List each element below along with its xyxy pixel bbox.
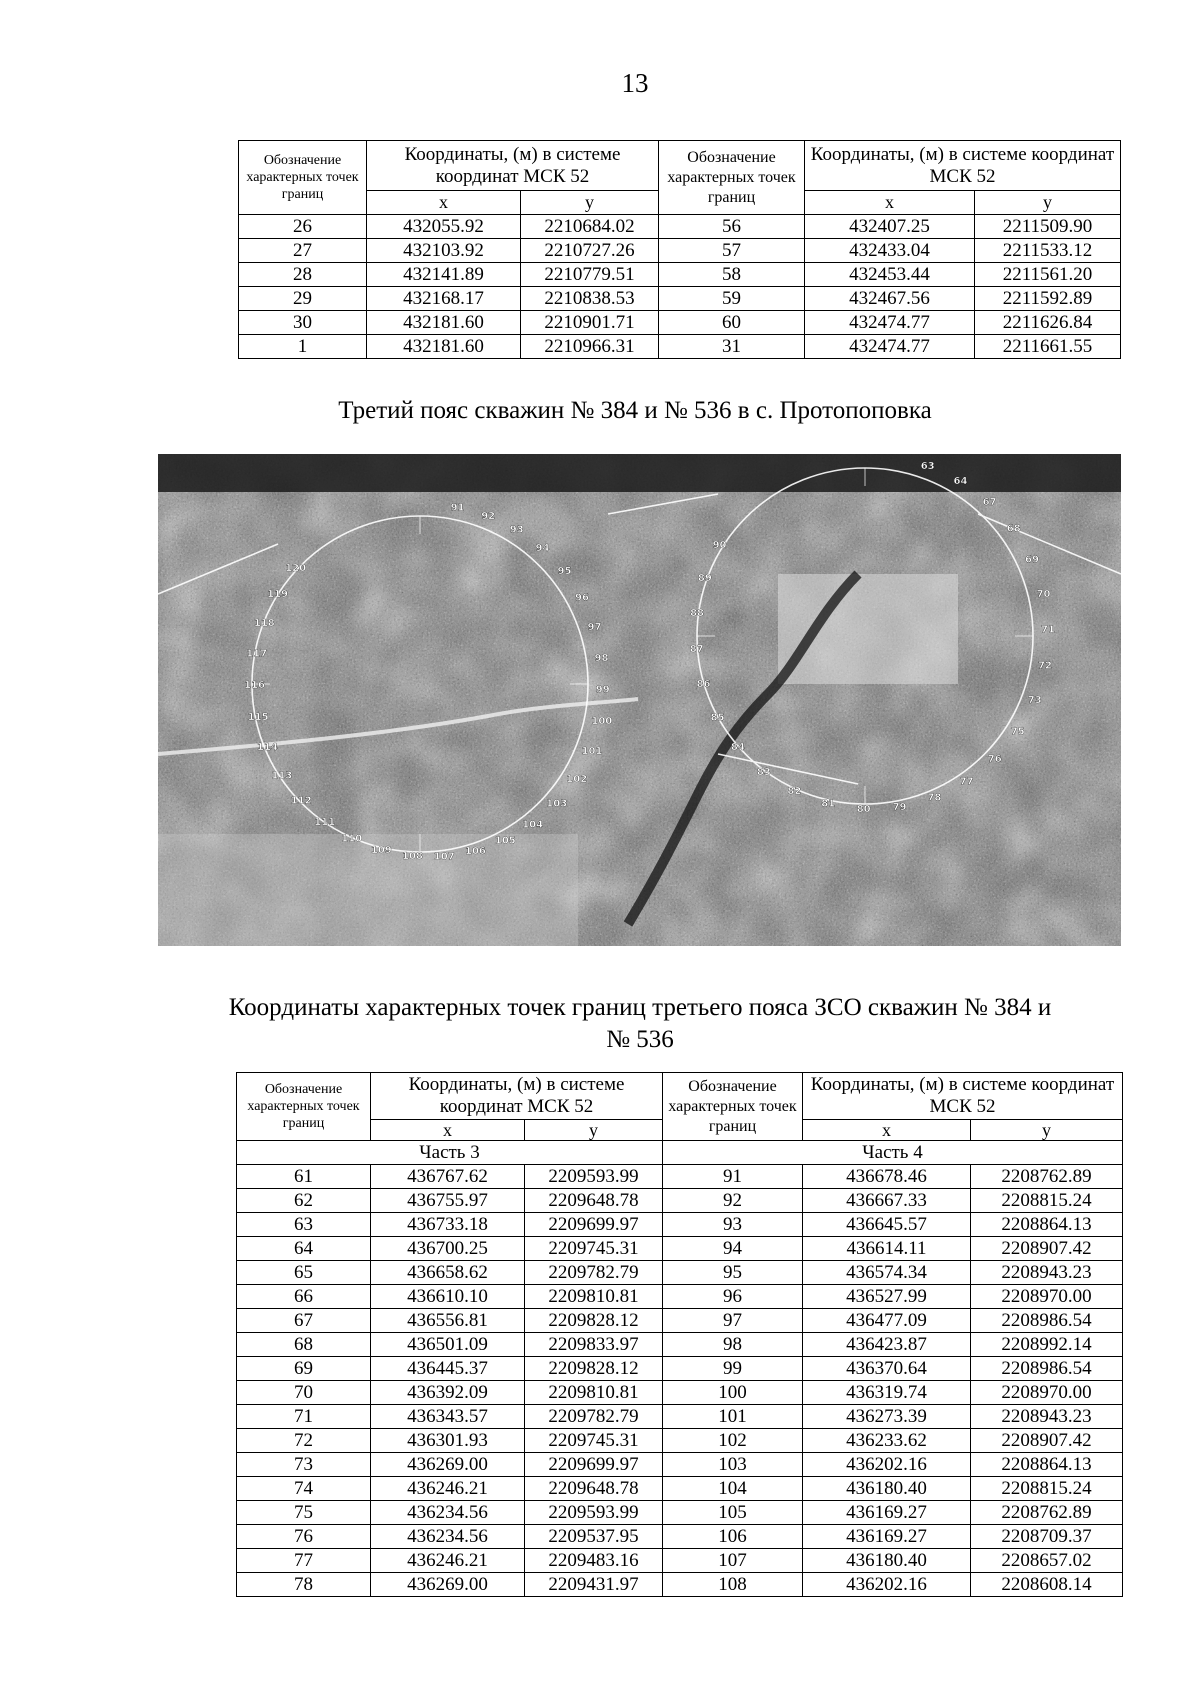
y-value-cell: 2209745.31 [525,1429,663,1453]
x-value-cell: 436645.57 [803,1213,971,1237]
map-point-label: 114 [256,742,278,754]
x-value-cell: 436658.62 [371,1261,525,1285]
point-id-cell: 72 [237,1429,371,1453]
x-value-cell: 436678.46 [803,1165,971,1189]
point-id-cell: 26 [239,215,367,239]
y-value-cell: 2208762.89 [971,1165,1123,1189]
y-value-cell: 2209745.31 [525,1237,663,1261]
map-point-label: 79 [892,801,907,813]
table-row [237,1333,1123,1357]
point-id-cell: 59 [659,287,805,311]
map-point-label: 70 [1036,588,1051,600]
map-point-label: 104 [522,819,544,831]
y-value-cell: 2208970.00 [971,1285,1123,1309]
table-row [237,1501,1123,1525]
header-y: у [525,1120,663,1141]
map-point-label: 102 [566,773,588,785]
x-value-cell: 436180.40 [803,1477,971,1501]
map-svg [158,454,1121,946]
point-id-cell: 78 [237,1573,371,1597]
table-row [237,1237,1123,1261]
header-y: у [971,1120,1123,1141]
point-id-cell: 70 [237,1381,371,1405]
map-point-label: 100 [591,715,613,727]
y-value-cell: 2208943.23 [971,1261,1123,1285]
y-value-cell: 2210727.26 [521,239,659,263]
y-value-cell: 2211592.89 [975,287,1121,311]
map-point-label: 64 [953,475,968,487]
y-value-cell: 2208657.02 [971,1549,1123,1573]
x-value-cell: 436767.62 [371,1165,525,1189]
x-value-cell: 436574.34 [803,1261,971,1285]
x-value-cell: 436556.81 [371,1309,525,1333]
point-id-cell: 103 [663,1453,803,1477]
y-value-cell: 2210684.02 [521,215,659,239]
point-id-cell: 77 [237,1549,371,1573]
x-value-cell: 436169.27 [803,1525,971,1549]
table-row [237,1309,1123,1333]
map-point-label: 118 [253,617,275,629]
header-x: х [367,191,521,215]
map-point-label: 112 [290,795,312,807]
map-point-label: 97 [587,621,602,633]
table-row [237,1285,1123,1309]
map-point-label: 71 [1041,624,1055,636]
map-point-label: 88 [690,608,705,619]
point-id-cell: 94 [663,1237,803,1261]
map-point-label: 75 [1010,726,1025,738]
map-point-label: 93 [509,524,524,536]
x-value-cell: 436733.18 [371,1213,525,1237]
table2-body [237,1073,1123,1597]
y-value-cell: 2211626.84 [975,311,1121,335]
map-point-label: 110 [341,833,363,845]
point-id-cell: 66 [237,1285,371,1309]
table-row [239,263,1121,287]
header-coords-right: Координаты, (м) в системе координат МСК 52 [803,1073,1123,1120]
x-value-cell: 436301.93 [371,1429,525,1453]
part-4-label: Часть 4 [663,1141,1123,1165]
point-id-cell: 97 [663,1309,803,1333]
x-value-cell: 436667.33 [803,1189,971,1213]
map-point-label: 80 [856,803,871,815]
header-y: у [975,191,1121,215]
y-value-cell: 2208970.00 [971,1381,1123,1405]
y-value-cell: 2210838.53 [521,287,659,311]
map-point-label: 73 [1027,694,1042,706]
point-id-cell: 92 [663,1189,803,1213]
point-id-cell: 104 [663,1477,803,1501]
x-value-cell: 432433.04 [805,239,975,263]
point-id-cell: 96 [663,1285,803,1309]
table2-caption [165,992,1115,1056]
x-value-cell: 436700.25 [371,1237,525,1261]
x-value-cell: 432474.77 [805,335,975,359]
point-id-cell: 99 [663,1357,803,1381]
map-point-label: 99 [595,684,610,696]
table1-body [239,141,1121,359]
map-point-label: 119 [267,588,288,600]
point-id-cell: 102 [663,1429,803,1453]
y-value-cell: 2211661.55 [975,335,1121,359]
point-id-cell: 108 [663,1573,803,1597]
point-id-cell: 61 [237,1165,371,1189]
map-point-label: 83 [756,766,771,778]
caption-line-2: № 536 [606,1026,674,1053]
y-value-cell: 2208864.13 [971,1213,1123,1237]
x-value-cell: 432181.60 [367,335,521,359]
header-y: у [521,191,659,215]
map-point-label: 69 [1025,554,1039,566]
y-value-cell: 2209537.95 [525,1525,663,1549]
x-value-cell: 436319.74 [803,1381,971,1405]
y-value-cell: 2211533.12 [975,239,1121,263]
aerial-map-image [158,454,1121,946]
map-point-label: 72 [1038,660,1052,672]
y-value-cell: 2209648.78 [525,1477,663,1501]
point-id-cell: 106 [663,1525,803,1549]
y-value-cell: 2208907.42 [971,1429,1123,1453]
table-row [239,311,1121,335]
header-x: х [371,1120,525,1141]
y-value-cell: 2208608.14 [971,1573,1123,1597]
y-value-cell: 2209699.97 [525,1453,663,1477]
page-number: 13 [621,68,649,98]
x-value-cell: 432168.17 [367,287,521,311]
y-value-cell: 2208992.14 [971,1333,1123,1357]
caption-line-1: Координаты характерных точек границ третьего пояса ЗСО скважин № 384 и [228,994,1052,1021]
point-id-cell: 69 [237,1357,371,1381]
table-row [239,335,1121,359]
x-value-cell: 436614.11 [803,1237,971,1261]
map-point-label: 95 [557,566,572,578]
map-point-label: 103 [546,798,568,810]
point-id-cell: 58 [659,263,805,287]
x-value-cell: 432407.25 [805,215,975,239]
map-point-label: 91 [450,502,465,514]
header-x: х [805,191,975,215]
y-value-cell: 2209593.99 [525,1501,663,1525]
point-id-cell: 100 [663,1381,803,1405]
section-title: Третий пояс скважин № 384 и № 536 в с. Протопоповка [338,397,932,424]
map-point-label: 89 [697,572,712,584]
x-value-cell: 436202.16 [803,1573,971,1597]
map-point-label: 108 [402,851,423,863]
map-point-label: 90 [712,540,727,551]
part-3-label: Часть 3 [237,1141,663,1165]
table-row [237,1261,1123,1285]
x-value-cell: 436610.10 [371,1285,525,1309]
y-value-cell: 2208907.42 [971,1237,1123,1261]
point-id-cell: 28 [239,263,367,287]
map-point-label: 94 [535,543,550,555]
header-point-label: Обозначение характерных точек границ [239,141,367,215]
y-value-cell: 2208986.54 [971,1309,1123,1333]
point-id-cell: 62 [237,1189,371,1213]
y-value-cell: 2208986.54 [971,1357,1123,1381]
point-id-cell: 98 [663,1333,803,1357]
map-point-label: 115 [247,711,269,723]
y-value-cell: 2209699.97 [525,1213,663,1237]
y-value-cell: 2211509.90 [975,215,1121,239]
map-point-label: 106 [465,846,486,858]
point-id-cell: 76 [237,1525,371,1549]
y-value-cell: 2208815.24 [971,1477,1123,1501]
x-value-cell: 436269.00 [371,1573,525,1597]
coordinates-table-2 [236,1072,1123,1597]
table-row [237,1405,1123,1429]
point-id-cell: 65 [237,1261,371,1285]
x-value-cell: 432103.92 [367,239,521,263]
point-id-cell: 75 [237,1501,371,1525]
map-point-label: 101 [581,746,603,757]
map-point-label: 87 [689,643,704,655]
point-id-cell: 74 [237,1477,371,1501]
table-row [237,1213,1123,1237]
y-value-cell: 2209828.12 [525,1309,663,1333]
table-row [239,215,1121,239]
table-row [237,1381,1123,1405]
y-value-cell: 2209833.97 [525,1333,663,1357]
point-id-cell: 67 [237,1309,371,1333]
x-value-cell: 432453.44 [805,263,975,287]
x-value-cell: 436180.40 [803,1549,971,1573]
y-value-cell: 2209828.12 [525,1357,663,1381]
header-point-label: Обозначение характерных точек границ [663,1073,803,1141]
map-point-label: 109 [370,845,392,856]
map-point-label: 84 [730,742,745,753]
x-value-cell: 436527.99 [803,1285,971,1309]
y-value-cell: 2209483.16 [525,1549,663,1573]
point-id-cell: 101 [663,1405,803,1429]
map-point-label: 85 [710,712,725,724]
x-value-cell: 436234.56 [371,1501,525,1525]
x-value-cell: 436370.64 [803,1357,971,1381]
header-coords-left: Координаты, (м) в системе координат МСК 52 [367,141,659,191]
point-id-cell: 56 [659,215,805,239]
map-point-label: 105 [494,835,516,847]
x-value-cell: 436445.37 [371,1357,525,1381]
x-value-cell: 436423.87 [803,1333,971,1357]
table-row [237,1549,1123,1573]
header-point-label: Обозначение характерных точек границ [659,141,805,215]
coordinates-table-1 [238,140,1121,359]
point-id-cell: 29 [239,287,367,311]
y-value-cell: 2210779.51 [521,263,659,287]
x-value-cell: 436501.09 [371,1333,525,1357]
point-id-cell: 91 [663,1165,803,1189]
x-value-cell: 436246.21 [371,1477,525,1501]
map-point-label: 81 [821,798,836,810]
table-row [237,1165,1123,1189]
y-value-cell: 2211561.20 [975,263,1121,287]
point-id-cell: 105 [663,1501,803,1525]
y-value-cell: 2209810.81 [525,1285,663,1309]
table-row [239,239,1121,263]
point-id-cell: 63 [237,1213,371,1237]
table-row [237,1477,1123,1501]
map-point-label: 111 [314,816,336,828]
x-value-cell: 432055.92 [367,215,521,239]
table-row [237,1357,1123,1381]
table-row [237,1573,1123,1597]
header-x: х [803,1120,971,1141]
point-id-cell: 64 [237,1237,371,1261]
table-row [237,1525,1123,1549]
y-value-cell: 2208815.24 [971,1189,1123,1213]
map-point-label: 76 [987,754,1002,766]
x-value-cell: 436234.56 [371,1525,525,1549]
map-point-label: 117 [246,648,268,660]
y-value-cell: 2208864.13 [971,1453,1123,1477]
x-value-cell: 432181.60 [367,311,521,335]
y-value-cell: 2208762.89 [971,1501,1123,1525]
y-value-cell: 2210966.31 [521,335,659,359]
x-value-cell: 436246.21 [371,1549,525,1573]
map-point-label: 116 [244,680,265,692]
table-row [239,287,1121,311]
y-value-cell: 2209782.79 [525,1405,663,1429]
map-point-label: 96 [575,592,589,604]
x-value-cell: 432467.56 [805,287,975,311]
header-point-label: Обозначение характерных точек границ [237,1073,371,1141]
y-value-cell: 2208943.23 [971,1405,1123,1429]
map-point-label: 86 [696,679,711,691]
map-point-label: 98 [594,652,609,664]
x-value-cell: 436169.27 [803,1501,971,1525]
point-id-cell: 71 [237,1405,371,1429]
point-id-cell: 27 [239,239,367,263]
point-id-cell: 31 [659,335,805,359]
point-id-cell: 1 [239,335,367,359]
y-value-cell: 2209593.99 [525,1165,663,1189]
y-value-cell: 2209431.97 [525,1573,663,1597]
y-value-cell: 2210901.71 [521,311,659,335]
map-point-label: 120 [285,562,307,574]
x-value-cell: 436269.00 [371,1453,525,1477]
map-point-label: 107 [433,851,455,863]
point-id-cell: 107 [663,1549,803,1573]
x-value-cell: 436477.09 [803,1309,971,1333]
table-row [237,1429,1123,1453]
point-id-cell: 60 [659,311,805,335]
x-value-cell: 436273.39 [803,1405,971,1429]
x-value-cell: 436343.57 [371,1405,525,1429]
table-row [237,1453,1123,1477]
x-value-cell: 432474.77 [805,311,975,335]
map-point-label: 67 [982,497,997,508]
map-point-label: 77 [959,776,974,788]
point-id-cell: 93 [663,1213,803,1237]
point-id-cell: 95 [663,1261,803,1285]
y-value-cell: 2209782.79 [525,1261,663,1285]
x-value-cell: 436392.09 [371,1381,525,1405]
x-value-cell: 436202.16 [803,1453,971,1477]
header-coords-right: Координаты, (м) в системе координат МСК 52 [805,141,1121,191]
x-value-cell: 432141.89 [367,263,521,287]
header-coords-left: Координаты, (м) в системе координат МСК 52 [371,1073,663,1120]
y-value-cell: 2209648.78 [525,1189,663,1213]
map-point-label: 63 [920,461,935,473]
x-value-cell: 436233.62 [803,1429,971,1453]
point-id-cell: 30 [239,311,367,335]
map-point-label: 78 [927,792,942,804]
map-point-label: 92 [481,511,496,522]
map-point-label: 82 [787,786,802,797]
x-value-cell: 436755.97 [371,1189,525,1213]
map-point-label: 113 [271,770,293,782]
table-row [237,1189,1123,1213]
point-id-cell: 57 [659,239,805,263]
y-value-cell: 2208709.37 [971,1525,1123,1549]
y-value-cell: 2209810.81 [525,1381,663,1405]
point-id-cell: 73 [237,1453,371,1477]
map-point-label: 68 [1006,523,1021,535]
point-id-cell: 68 [237,1333,371,1357]
